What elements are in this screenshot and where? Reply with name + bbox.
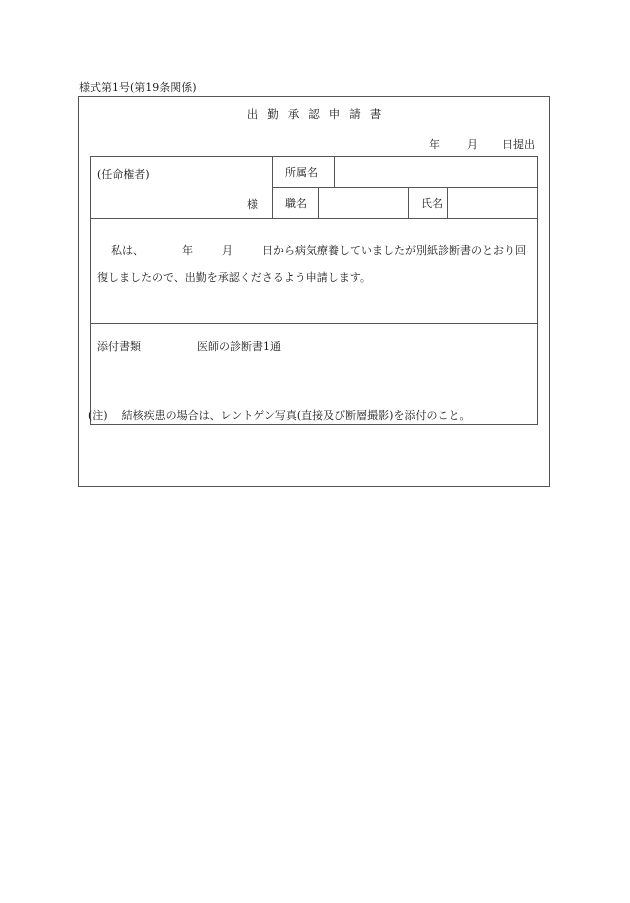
attachments-label: 添付書類 xyxy=(97,340,141,353)
appointer-label: (任命権者) xyxy=(97,168,150,181)
honorific-label: 様 xyxy=(247,198,258,211)
submission-date xyxy=(429,136,535,152)
body-line1-rest: 日から病気療養していましたが別紙診断書のとおり回 xyxy=(262,244,526,257)
position-field[interactable] xyxy=(319,188,409,219)
body-year: 年 xyxy=(182,244,193,257)
name-label: 氏名 xyxy=(409,188,448,219)
note xyxy=(88,407,470,423)
date-year-label: 年 xyxy=(429,138,440,151)
body-prefix: 私は、 xyxy=(111,244,144,257)
body-month: 月 xyxy=(222,244,233,257)
position-label: 職名 xyxy=(273,188,319,219)
affiliation-label: 所属名 xyxy=(273,157,335,188)
appointer-cell xyxy=(91,157,273,219)
form-title: 出勤承認申請書 xyxy=(246,107,391,121)
note-text: 結核疾患の場合は、レントゲン写真(直接及び断層撮影)を添付のこと。 xyxy=(121,409,471,422)
application-form xyxy=(78,96,550,487)
request-body-line-2: 復しましたので、出勤を承認くださるよう申請します。 xyxy=(97,271,371,284)
attachments-value: 医師の診断書1通 xyxy=(197,340,281,353)
application-table xyxy=(90,156,538,425)
request-body-line-1 xyxy=(97,237,533,264)
note-marker: (注) xyxy=(88,409,108,422)
affiliation-field[interactable] xyxy=(335,157,538,188)
name-field[interactable] xyxy=(448,188,538,219)
request-body xyxy=(91,219,538,324)
date-month-label: 月 xyxy=(467,138,478,151)
form-number: 様式第1号(第19条関係) xyxy=(79,81,197,94)
date-day-submitted-label: 日提出 xyxy=(502,138,535,151)
